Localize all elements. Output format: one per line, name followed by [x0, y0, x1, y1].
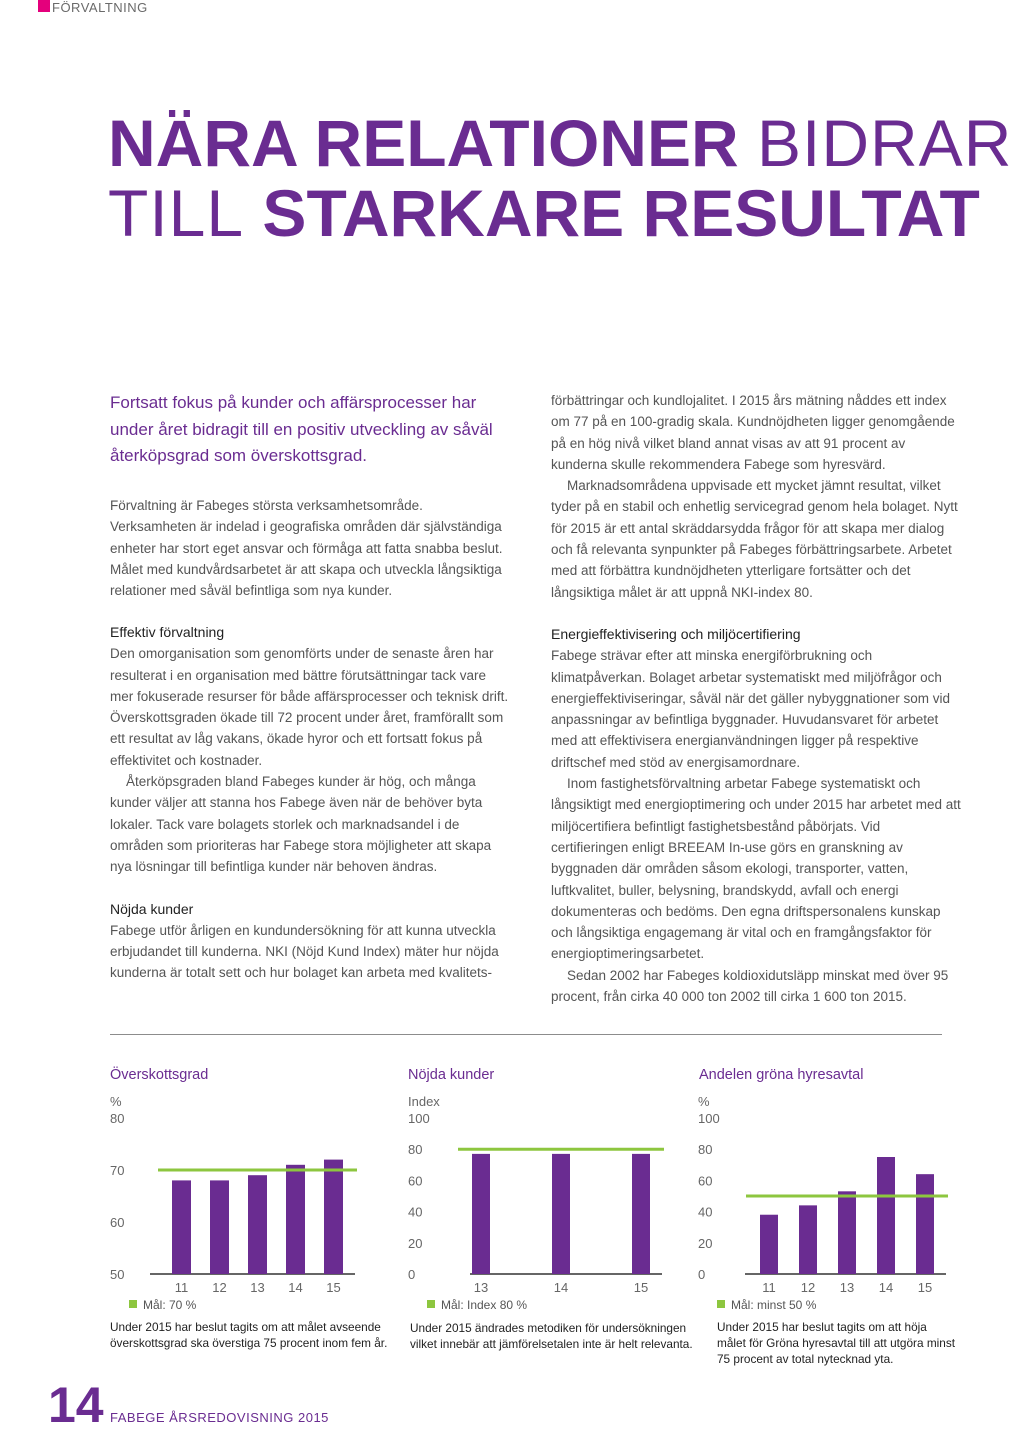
- x-tick-label: 15: [917, 1280, 933, 1295]
- y-tick-label: 0: [698, 1267, 706, 1282]
- right-column-body: [551, 624, 961, 1007]
- x-tick-label: 11: [174, 1280, 189, 1295]
- title-bold-2: STARKARE RESULTAT: [262, 176, 980, 250]
- chart-2-legend-label: Mål: Index 80 %: [441, 1298, 528, 1312]
- y-unit-label: Index: [408, 1094, 440, 1109]
- chart-1-legend: [129, 1298, 196, 1312]
- chart-grona-hyresavtal: [690, 1090, 950, 1300]
- bar: [210, 1180, 229, 1274]
- bar: [472, 1154, 490, 1274]
- x-tick-label: 11: [762, 1280, 776, 1295]
- y-unit-label: %: [698, 1094, 710, 1109]
- x-tick-label: 13: [473, 1280, 489, 1295]
- y-tick-label: 0: [408, 1267, 416, 1282]
- y-tick-label: 70: [110, 1163, 125, 1178]
- nojda-paragraph-1: Fabege utför årligen en kundundersökning för att kunna utveckla erbjudandet till kunderna. NKI (Nöjd Kund Index) mäter hur nöjda kunderna är totalt sett och hur bolaget kan arbeta med kvalitets-: [110, 922, 499, 981]
- y-tick-label: 40: [698, 1204, 713, 1220]
- left-column-body: [110, 622, 510, 984]
- y-tick-label: 80: [698, 1142, 713, 1158]
- effektiv-paragraph-1: Den omorganisation som genomförts under de senaste åren har resulterat i en organisation med bättre förutsättningar tack vare mer fokuserade resurser för både affärsprocesser och teknisk drift. Överskottsgraden ökade till 72 procent under året, framförallt som ett resultat av låg vakans, ökade hyror och ett fortsatt fokus på effektivitet och kostnader.: [110, 646, 509, 768]
- section-label: FÖRVALTNING: [52, 0, 148, 15]
- nojda-paragraph-2: Marknadsområdena uppvisade ett mycket jämnt resultat, vilket tyder på en stabil och enhetlig servicegrad genom hela bolaget. Nytt för 2015 är ett antal skräddarsydda frågor för att skapa mer dialog och få relevanta synpunkter på Fabeges förbättringsarbete. Arbetet med att förbättra kundnöjdheten ytterligare fortsätter och det långsiktiga målet är att uppnå NKI-index 80.: [551, 478, 958, 600]
- section-divider: [110, 1034, 942, 1035]
- y-tick-label: 80: [408, 1142, 423, 1158]
- chart-overskottsgrad: [100, 1090, 370, 1300]
- title-bold-1: NÄRA RELATIONER: [108, 106, 739, 180]
- legend-swatch-target: [427, 1300, 435, 1308]
- y-tick-label: 20: [408, 1235, 423, 1251]
- right-column-top: [551, 390, 961, 603]
- heading-nojda-kunder: Nöjda kunder: [110, 900, 194, 917]
- legend-swatch-target: [717, 1300, 725, 1308]
- chart-2-legend: [427, 1298, 527, 1312]
- x-tick-label: 13: [839, 1280, 855, 1295]
- y-tick-label: 100: [408, 1111, 430, 1126]
- bar: [632, 1154, 650, 1274]
- section-marker: [38, 0, 50, 12]
- chart-3-title: Andelen gröna hyresavtal: [699, 1067, 864, 1083]
- heading-effektiv-forvaltning: Effektiv förvaltning: [110, 624, 225, 640]
- chart-2-note: Under 2015 ändrades metodiken för undersökningen vilket innebär att jämförelsetalen inte är helt relevanta.: [410, 1321, 693, 1351]
- lead-paragraph: Fortsatt fokus på kunder och affärsprocesser har under året bidragit till en positiv utveckling av såväl återköpsgrad som överskottsgrad.: [110, 393, 493, 465]
- legend-swatch-target: [129, 1300, 137, 1308]
- bar: [799, 1205, 817, 1274]
- x-tick-label: 13: [250, 1280, 265, 1295]
- x-tick-label: 14: [553, 1280, 569, 1295]
- nojda-paragraph-1-continued: förbättringar och kundlojalitet. I 2015 års mätning nåddes ett index om 77 på en 100-gradig skala. Kundnöjdheten ligger genomgående på en hög nivå vilket bland annat visas av att 91 procent av kunderna skulle rekommendera Fabege som hyresvärd.: [551, 393, 955, 472]
- energi-paragraph-1: Fabege strävar efter att minska energiförbrukning och klimatpåverkan. Bolaget arbetar systematiskt med miljöfrågor och energieffektiviseringar, såväl när det gäller nybyggnationer som vid anpassningar av befintliga byggnader. Huvudansvaret för arbetet med att effektivisera energianvändningen ligger på respektive driftschef med stöd av energisamordnare.: [551, 648, 950, 770]
- chart-1-title: Överskottsgrad: [110, 1067, 209, 1083]
- chart-3-note: Under 2015 har beslut tagits om att höja målet för Gröna hyresavtal till att utgöra minst 75 procent av total nytecknad yta.: [717, 1320, 955, 1366]
- chart-3-legend-label: Mål: minst 50 %: [731, 1298, 817, 1312]
- page-title-line-2: [108, 178, 980, 248]
- title-light-2: TILL: [108, 176, 245, 250]
- bar: [838, 1191, 856, 1274]
- x-tick-label: 12: [800, 1280, 816, 1295]
- x-tick-label: 14: [878, 1280, 894, 1295]
- energi-paragraph-2: Inom fastighetsförvaltning arbetar Fabege systematiskt och långsiktigt med energioptimering och under 2015 har arbetet med att miljöcertifiera befintligt fastighetsbestånd påbörjats. Vid certifieringen enligt BREEAM In-use görs en granskning av byggnaden där områden såsom ekologi, transporter, vatten, luftkvalitet, buller, belysning, brandskydd, avfall och energi dokumenteras och bedöms. Den egna driftspersonalens kunskap och långsiktiga engagemang är vital och en framgångsfaktor för energioptimeringsarbetet.: [551, 776, 961, 962]
- bar: [760, 1215, 778, 1274]
- y-tick-label: 20: [698, 1235, 713, 1251]
- y-unit-label: %: [110, 1094, 122, 1109]
- y-tick-label: 60: [408, 1173, 423, 1189]
- chart-1-note: Under 2015 har beslut tagits om att målet avseende överskottsgrad ska överstiga 75 procent inom fem år.: [110, 1320, 388, 1350]
- bar: [916, 1174, 934, 1274]
- bar: [248, 1175, 267, 1274]
- y-tick-label: 50: [110, 1267, 125, 1282]
- heading-energi: Energieffektivisering och miljöcertifiering: [551, 626, 801, 642]
- footer-publication: FABEGE ÅRSREDOVISNING 2015: [110, 1410, 329, 1425]
- chart-1-legend-label: Mål: 70 %: [143, 1298, 197, 1312]
- y-tick-label: 100: [698, 1111, 720, 1126]
- x-tick-label: 15: [633, 1280, 649, 1295]
- x-tick-label: 12: [212, 1280, 227, 1295]
- intro-text: Förvaltning är Fabeges största verksamhetsområde. Verksamheten är indelad i geografiska områden där självständiga enheter har stort eget ansvar och förmåga att fatta snabba beslut. Målet med kundvårdsarbetet är att skapa och utveckla långsiktiga relationer med såväl befintliga som nya kunder.: [110, 498, 503, 599]
- y-tick-label: 60: [110, 1215, 125, 1230]
- effektiv-paragraph-2: Återköpsgraden bland Fabeges kunder är hög, och många kunder väljer att stanna hos Fabege även när de behöver byta lokaler. Tack vare bolagets storlek och marknadsandel i de områden som prioriteras har Fabege stora möjligheter att skapa nya lösningar till befintliga kunder när behoven ändras.: [110, 774, 492, 875]
- y-tick-label: 60: [698, 1173, 713, 1189]
- x-tick-label: 15: [326, 1280, 341, 1295]
- bar: [877, 1157, 895, 1274]
- page-title-line-1: [108, 108, 1012, 178]
- chart-nojda-kunder: [400, 1090, 680, 1300]
- y-tick-label: 80: [110, 1111, 125, 1126]
- title-light-1: BIDRAR: [757, 106, 1012, 180]
- bar: [172, 1180, 191, 1274]
- energi-paragraph-3: Sedan 2002 har Fabeges koldioxidutsläpp minskat med över 95 procent, från cirka 40 000 ton 2002 till cirka 1 600 ton 2015.: [551, 967, 949, 1005]
- bar: [324, 1160, 343, 1274]
- y-tick-label: 40: [408, 1204, 423, 1220]
- page-number: 14: [48, 1377, 104, 1433]
- bar: [552, 1154, 570, 1274]
- chart-2-title: Nöjda kunder: [408, 1067, 495, 1083]
- intro-paragraph: [110, 495, 510, 601]
- chart-3-legend: [717, 1298, 816, 1312]
- bar: [286, 1165, 305, 1274]
- x-tick-label: 14: [288, 1280, 303, 1295]
